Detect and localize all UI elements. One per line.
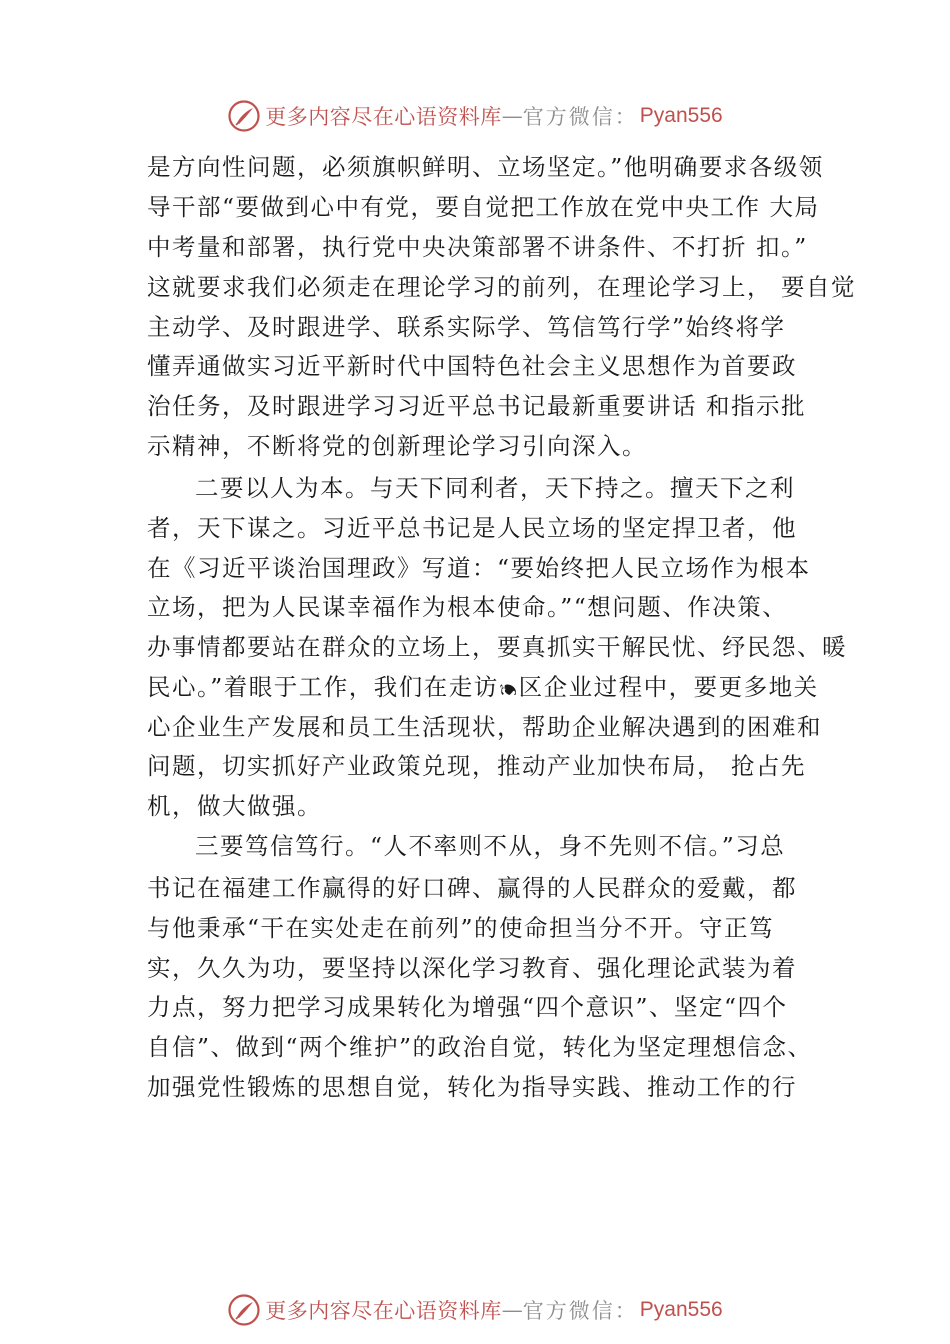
- body-line: 与他秉承“干在实处走在前列”的使命担当分不开。守正笃: [147, 914, 775, 942]
- body-line: 导干部“要做到心中有党，要自觉把工作放在党中央工作 大局: [147, 193, 820, 221]
- body-line: 治任务，及时跟进学习习近平总书记最新重要讲话 和指示批: [147, 392, 806, 420]
- body-line: 三要笃信笃行。“人不率则不从，身不先则不信。”习总: [195, 832, 786, 860]
- body-line: 是方向性问题，必须旗帜鲜明、立场坚定。”他明确要求各级领: [147, 153, 824, 181]
- body-line: 主动学、及时跟进学、联系实际学、笃信笃行学”始终将学: [147, 313, 786, 341]
- body-line: 者，天下谋之。习近平总书记是人民立场的坚定捍卫者，他: [147, 514, 797, 542]
- body-line: 自信”、做到“两个维护”的政治自觉，转化为坚定理想信念、: [147, 1033, 813, 1061]
- body-line: 二要以人为本。与天下同利者，天下持之。擅天下之利: [195, 474, 795, 502]
- body-line: 中考量和部署，执行党中央决策部署不讲条件、不打折 扣。”: [147, 233, 808, 261]
- brand-logo-icon: [227, 99, 261, 133]
- body-line: 加强党性锻炼的思想自觉，转化为指导实践、推动工作的行: [147, 1073, 797, 1101]
- header-label: 官方微信：: [522, 105, 638, 129]
- body-line: 实，久久为功，要坚持以深化学习教育、强化理论武装为着: [147, 954, 797, 982]
- body-line: 示精神，不断将党的创新理论学习引向深入。: [147, 432, 647, 460]
- body-line: 懂弄通做实习近平新时代中国特色社会主义思想作为首要政: [147, 352, 797, 380]
- body-line: 书记在福建工作赢得的好口碑、赢得的人民群众的爱戴，都: [147, 874, 797, 902]
- body-line: 心企业生产发展和员工生活现状，帮助企业解决遇到的困难和: [147, 713, 822, 741]
- footer-label: 官方微信：: [522, 1299, 638, 1323]
- body-line: 办事情都要站在群众的立场上，要真抓实干解民忧、纾民怨、暖: [147, 633, 847, 661]
- footer-brand-text: 更多内容尽在心语资料库: [265, 1299, 502, 1323]
- header-banner: [0, 94, 950, 138]
- header-brand-text: 更多内容尽在心语资料库: [265, 105, 502, 129]
- body-line: 这就要求我们必须走在理论学习的前列，在理论学习上， 要自觉: [147, 273, 856, 301]
- footer-separator: —: [501, 1298, 523, 1322]
- body-line: 问题，切实抓好产业政策兑现，推动产业加快布局， 抢占先: [147, 752, 806, 780]
- body-line: 力点，努力把学习成果转化为增强“四个意识”、坚定“四个: [147, 993, 788, 1021]
- footer-banner: [0, 1288, 950, 1332]
- footer-wechat-id: Pyan556: [639, 1298, 723, 1321]
- body-line: 民心。”着眼于工作，我们在走访🙔区企业过程中，要更多地关: [147, 673, 819, 701]
- brand-logo-icon: [227, 1293, 261, 1327]
- body-line: 机，做大做强。: [147, 792, 322, 820]
- header-wechat-id: Pyan556: [639, 104, 723, 127]
- body-line: 在《习近平谈治国理政》写道：“要始终把人民立场作为根本: [147, 554, 811, 582]
- header-separator: —: [501, 104, 523, 128]
- body-line: 立场，把为人民谋幸福作为根本使命。”“想问题、作决策、: [147, 593, 788, 621]
